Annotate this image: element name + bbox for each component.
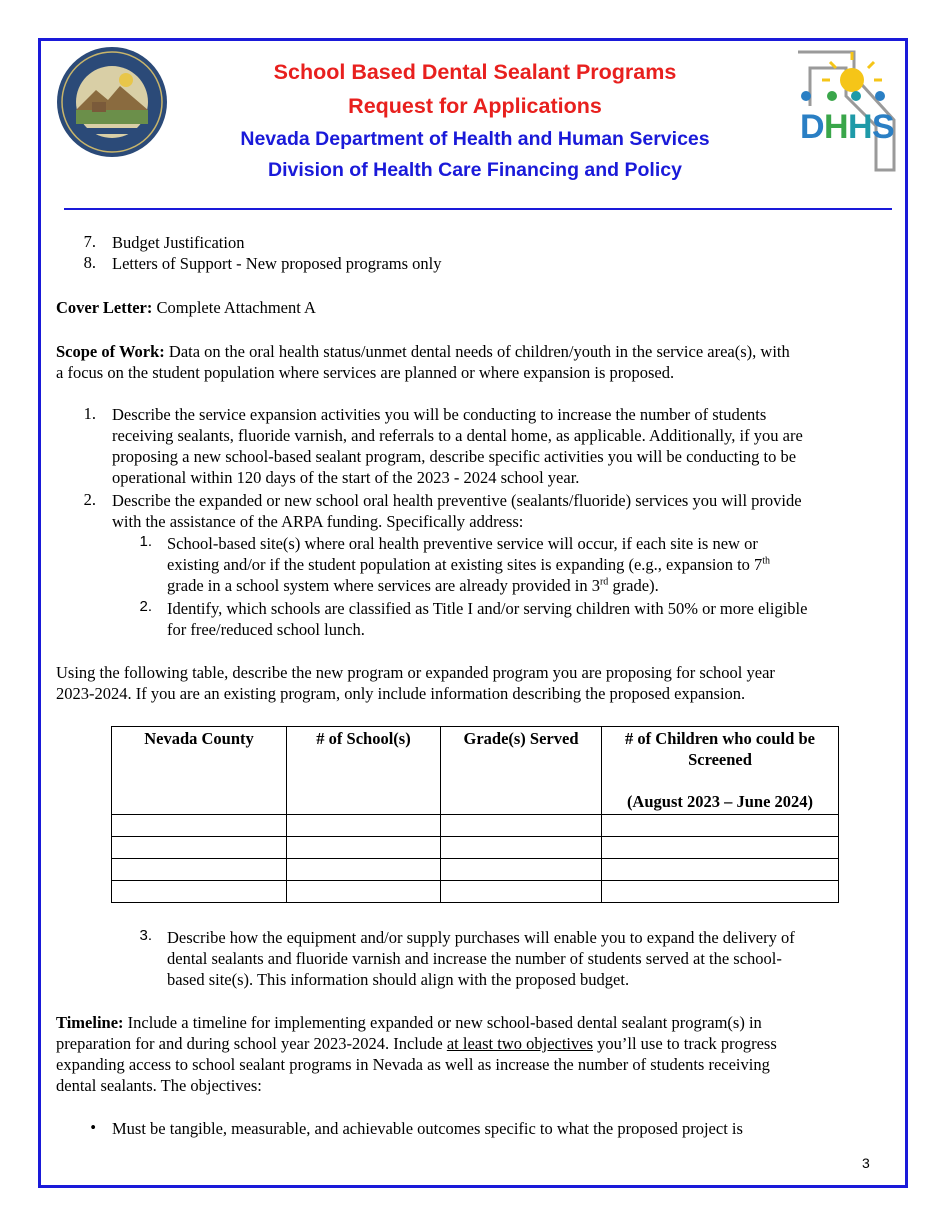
table-cell[interactable] [112,881,287,903]
table-row [112,881,839,903]
table-cell[interactable] [112,815,287,837]
sublist-line: dental sealants and fluoride varnish and increase the number of students served at the school- [167,949,782,968]
table-cell[interactable] [287,815,441,837]
timeline-text: you’ll use to track progress [593,1034,777,1053]
sublist-number: 1. [139,533,152,550]
bullet-item: Must be tangible, measurable, and achievable outcomes specific to what the proposed project is [112,1119,743,1138]
list-number: 8. [83,253,96,272]
table-row [112,859,839,881]
svg-text:D: D [800,108,825,146]
column-header-schools: # of School(s) [287,727,441,815]
timeline-paragraph [56,1012,898,1033]
timeline-text: preparation for and during school year 2023-2024. Include [56,1034,447,1053]
sublist-text: grade). [608,576,659,595]
sublist-line: for free/reduced school lunch. [167,620,365,639]
timeline-line: expanding access to school sealant programs in Nevada as well as increase the number of students receiving [56,1055,770,1074]
list-item-line: Describe the expanded or new school oral health preventive (sealants/fluoride) services you will provide [112,491,802,510]
timeline-underlined-text: at least two objectives [446,1034,594,1053]
cover-letter-text: Complete Attachment A [152,298,316,317]
nevada-seal-logo [56,46,168,158]
table-cell[interactable] [441,837,602,859]
table-cell[interactable] [112,859,287,881]
table-cell[interactable] [287,881,441,903]
column-header-text: (August 2023 – June 2024) [626,792,814,811]
list-item: Letters of Support - New proposed programs only [112,254,442,273]
bullet-icon: • [90,1118,96,1137]
sublist-line: School-based site(s) where oral health preventive service will occur, if each site is new or [167,534,758,553]
list-number: 7. [83,232,96,251]
table-cell[interactable] [112,837,287,859]
table-intro-line: Using the following table, describe the new program or expanded program you are proposing for school year [56,663,775,682]
scope-text: a focus on the student population where services are planned or where expansion is proposed. [56,363,675,382]
sublist-text: grade in a school system where services are already provided in 3 [167,576,600,595]
table-cell[interactable] [441,815,602,837]
program-table [111,726,839,903]
sublist-line: Identify, which schools are classified as Title I and/or serving children with 50% or more eligible [167,599,808,618]
list-item: Budget Justification [112,233,245,252]
table-header-row [112,727,839,815]
sublist-line [167,554,950,575]
column-header-children [602,727,839,815]
cover-letter-label: Cover Letter: [56,298,153,317]
sublist-line: Describe how the equipment and/or supply purchases will enable you to expand the delivery of [167,928,795,947]
svg-text:H: H [824,108,849,146]
table-cell[interactable] [602,837,839,859]
column-header-county: Nevada County [112,727,287,815]
sublist-line: based site(s). This information should align with the proposed budget. [167,970,630,989]
table-cell[interactable] [287,859,441,881]
header-department: Nevada Department of Health and Human Services [240,128,710,150]
sublist-number: 2. [139,598,152,615]
column-header-text: # of Children who could be [625,729,815,748]
sublist-number: 3. [139,927,152,944]
svg-text:S: S [872,108,895,146]
timeline-text: Include a timeline for implementing expanded or new school-based dental sealant program(s) in [123,1013,762,1032]
list-item-line: operational within 120 days of the start of the 2023 - 2024 school year. [112,468,580,487]
timeline-line: dental sealants. The objectives: [56,1076,262,1095]
column-header-grades: Grade(s) Served [441,727,602,815]
table-row [112,815,839,837]
table-cell[interactable] [602,815,839,837]
superscript: th [762,555,771,567]
timeline-line [56,1033,898,1054]
timeline-label: Timeline: [56,1013,124,1032]
list-item-line: with the assistance of the ARPA funding. Specifically address: [112,512,524,531]
cover-letter-paragraph [56,297,898,318]
superscript: rd [599,576,609,588]
header-divider [64,208,892,210]
sublist-line [167,575,950,596]
table-cell[interactable] [602,859,839,881]
table-cell[interactable] [441,881,602,903]
header-division: Division of Health Care Financing and Policy [268,159,682,181]
scope-paragraph [56,341,898,362]
scope-text: Data on the oral health status/unmet dental needs of children/youth in the service area(s), with [164,342,790,361]
column-header-text: Screened [688,750,752,769]
table-cell[interactable] [602,881,839,903]
dhhs-logo [796,46,896,172]
table-row [112,837,839,859]
list-number: 1. [83,404,96,423]
table-cell[interactable] [287,837,441,859]
list-item-line: receiving sealants, fluoride varnish, and referrals to a dental home, as applicable. Additionally, if you are [112,426,803,445]
page-number: 3 [862,1155,870,1171]
header-subtitle: Request for Applications [348,94,602,118]
sublist-text: existing and/or if the student population at existing sites is expanding (e.g., expansion to 7 [167,555,763,574]
table-intro-line: 2023-2024. If you are an existing program, only include information describing the proposed expansion. [56,684,746,703]
table-cell[interactable] [441,859,602,881]
list-item-line: Describe the service expansion activities you will be conducting to increase the number of students [112,405,767,424]
svg-text:H: H [848,108,873,146]
scope-label: Scope of Work: [56,342,165,361]
header-title: School Based Dental Sealant Programs [273,60,677,84]
list-number: 2. [83,490,96,509]
list-item-line: proposing a new school-based sealant program, describe specific activities you will be conducting to be [112,447,797,466]
